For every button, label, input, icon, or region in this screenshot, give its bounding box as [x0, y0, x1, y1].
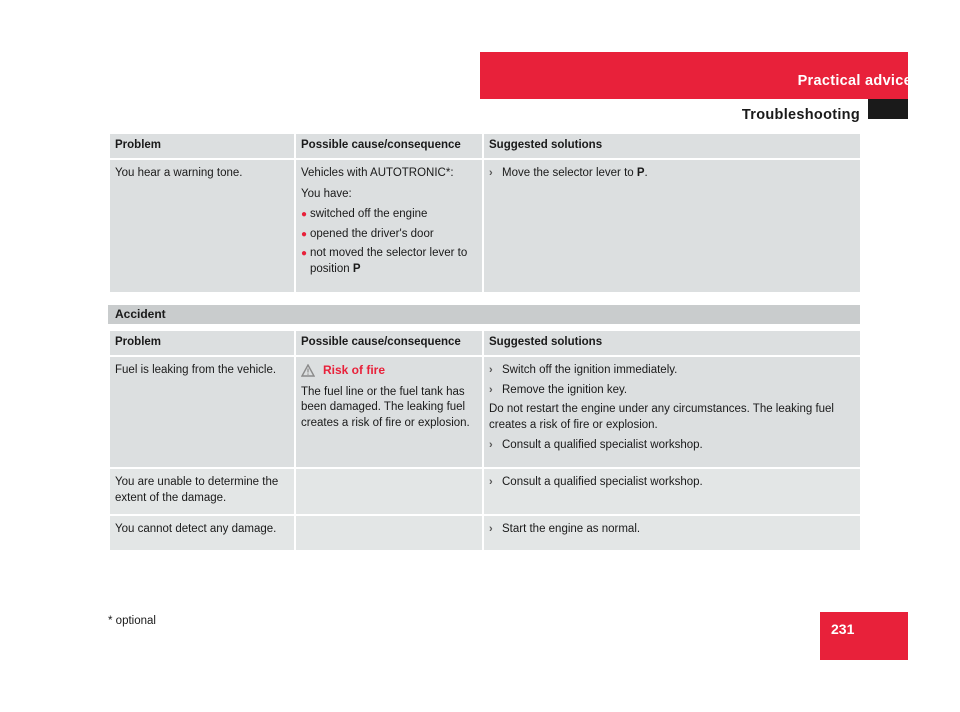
table-row	[109, 356, 861, 468]
list-item: ● opened the driver's door	[301, 227, 477, 243]
subsection-title: Troubleshooting	[741, 107, 860, 123]
table-row	[109, 468, 861, 515]
table-row	[109, 159, 861, 293]
arrow-icon: ›	[489, 167, 493, 179]
bullet-icon: ●	[301, 228, 308, 240]
arrow-icon: ›	[489, 383, 493, 396]
solution-cell	[483, 356, 861, 468]
page-number: 231	[831, 621, 855, 637]
column-header: Possible cause/consequence	[295, 330, 483, 356]
table-header-row	[109, 133, 861, 159]
cause-cell	[295, 468, 483, 515]
column-header: Suggested solutions	[483, 330, 861, 356]
arrow-icon: ›	[489, 364, 493, 376]
cause-cell	[295, 515, 483, 551]
problem-cell: You are unable to determine the extent of the damage.	[109, 468, 295, 515]
action-step: › Switch off the ignition immediately.	[489, 363, 855, 379]
column-header: Problem	[109, 133, 295, 159]
column-header: Suggested solutions	[483, 133, 861, 159]
problem-cell: Fuel is leaking from the vehicle.	[109, 356, 295, 468]
list-item: ● not moved the selector lever to position P	[301, 246, 477, 277]
cause-cell	[295, 356, 483, 468]
list-item: ● switched off the engine	[301, 207, 477, 223]
table-header-row	[109, 330, 861, 356]
column-header: Problem	[109, 330, 295, 356]
warning-triangle-icon	[301, 364, 315, 377]
solution-cell	[483, 515, 861, 551]
cause-cell	[295, 159, 483, 293]
problem-cell: You hear a warning tone.	[109, 159, 295, 293]
header-tab-marker	[868, 99, 908, 119]
problem-cell: You cannot detect any damage.	[109, 515, 295, 551]
page-number-box	[820, 612, 908, 660]
action-step: › Move the selector lever to P.	[489, 166, 855, 182]
troubleshooting-table	[108, 132, 862, 294]
action-step: › Start the engine as normal.	[489, 522, 855, 538]
bullet-icon: ●	[301, 209, 308, 220]
action-step: › Consult a qualified specialist workshop.	[489, 475, 855, 491]
arrow-icon: ›	[489, 523, 493, 535]
risk-warning: Risk of fire	[301, 363, 477, 379]
cause-text: The fuel line or the fuel tank has been damaged. The leaking fuel creates a risk of fire or explosion.	[301, 385, 470, 429]
section-heading: Accident	[115, 307, 166, 321]
arrow-icon: ›	[489, 476, 493, 488]
cause-text: Vehicles with AUTOTRONIC*:	[301, 167, 454, 179]
action-step: › Remove the ignition key.	[489, 383, 855, 399]
accident-table	[108, 329, 862, 552]
section-title: Practical advice	[797, 73, 912, 89]
footnote: * optional	[108, 615, 156, 627]
bullet-icon: ●	[301, 248, 308, 259]
action-step: › Consult a qualified specialist workshop.	[489, 438, 855, 454]
solution-cell	[483, 468, 861, 515]
solution-cell	[483, 159, 861, 293]
section-bar	[108, 305, 860, 324]
cause-text: You have:	[301, 187, 352, 200]
column-header: Possible cause/consequence	[295, 133, 483, 159]
arrow-icon: ›	[489, 439, 493, 451]
table-row	[109, 515, 861, 551]
note-text: Do not restart the engine under any circumstances. The leaking fuel creates a risk of fire or explosion.	[489, 403, 834, 431]
